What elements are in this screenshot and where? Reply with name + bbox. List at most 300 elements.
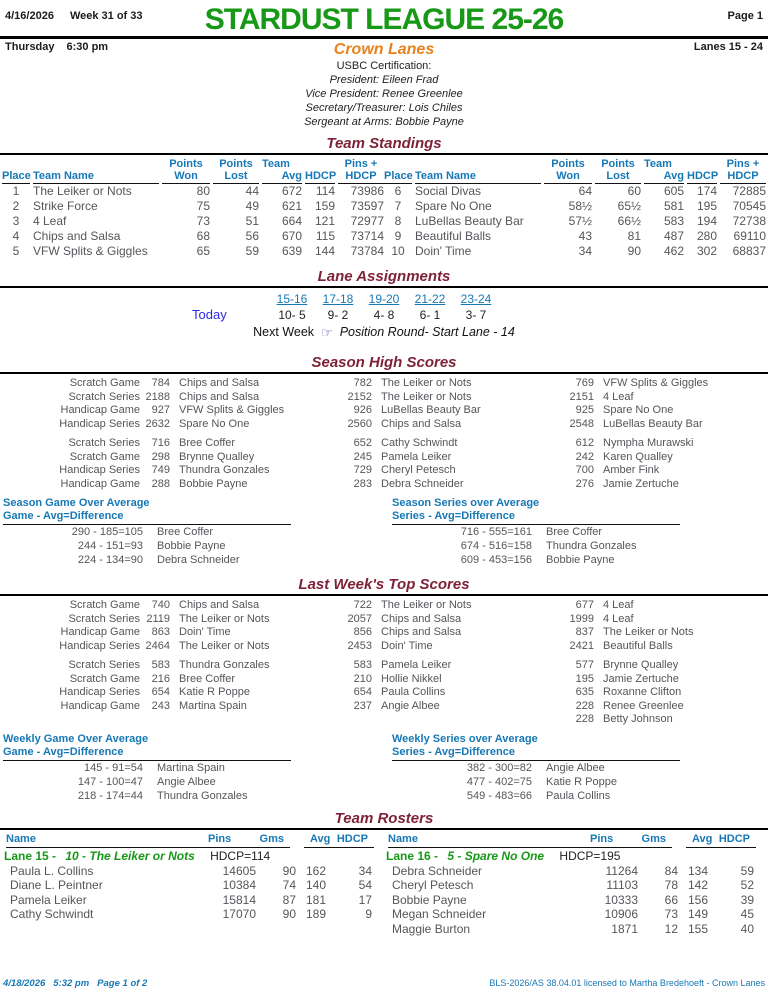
score-row — [0, 464, 768, 478]
lane-pair-link-23-24[interactable]: 23-24 — [460, 292, 492, 306]
col-hdcp: HDCP — [305, 170, 337, 182]
name-cell: Jamie Zertuche — [603, 672, 679, 685]
name-cell: Renee Greenlee — [603, 699, 684, 712]
player-hdcp: 9 — [365, 907, 372, 921]
calc-cell: 382 - 300=82 — [466, 761, 532, 774]
section-title-team-standings: Team Standings — [0, 136, 768, 155]
player-name: Pamela Leiker — [10, 892, 87, 907]
score-cell: 210 — [353, 672, 372, 685]
header-top-row — [0, 0, 768, 35]
section-title-team-rosters: Team Rosters — [0, 811, 768, 830]
pins-hdcp-cell: 72977 — [350, 214, 384, 228]
roster-header-row — [2, 833, 384, 848]
name-cell: Thundra Gonzales — [179, 464, 270, 476]
player-avg: 134 — [687, 863, 708, 878]
hdcp-cell: 121 — [314, 214, 335, 228]
category-label: Scratch Series — [68, 437, 140, 449]
score-cell: 237 — [353, 699, 372, 712]
pins-hdcp-cell: 73986 — [350, 184, 384, 198]
player-hdcp: 40 — [740, 921, 754, 936]
place-cell: 6 — [394, 184, 402, 198]
col-points-lost: Points Lost — [595, 158, 641, 184]
player-avg: 155 — [687, 921, 708, 936]
name-cell: Brynne Qualley — [603, 659, 679, 671]
team-hdcp: HDCP=195 — [559, 848, 621, 863]
name-cell: Thundra Gonzales — [157, 789, 248, 802]
category-label: Handicap Series — [59, 686, 140, 698]
over-average-row — [392, 525, 680, 539]
team-name-cell: Chips and Salsa — [33, 229, 121, 243]
header-date-week — [5, 5, 180, 22]
last-week-team-scores — [0, 599, 768, 727]
name-cell: The Leiker or Nots — [603, 626, 694, 638]
score-cell: 2188 — [145, 390, 170, 403]
roster-left — [2, 833, 384, 937]
place-cell: 7 — [394, 199, 402, 213]
team-name-cell: Beautiful Balls — [415, 229, 492, 243]
team-avg-cell: 664 — [281, 214, 302, 228]
category-label: Scratch Game — [69, 672, 140, 685]
block-subtitle: Series - Avg=Difference — [392, 510, 680, 525]
hdcp-cell: 280 — [696, 229, 717, 243]
block-subtitle: Game - Avg=Difference — [3, 746, 291, 761]
header-sub-row — [0, 39, 768, 58]
score-row — [0, 377, 768, 391]
roster-team-line — [384, 848, 766, 864]
score-row — [0, 700, 768, 714]
col-avg-hdcp: Avg HDCP — [686, 833, 756, 848]
name-cell: 4 Leaf — [603, 390, 634, 403]
name-cell: The Leiker or Nots — [381, 599, 472, 611]
points-lost-cell: 90 — [627, 244, 641, 258]
place-cell: 3 — [12, 214, 20, 228]
player-name: Maggie Burton — [392, 921, 471, 936]
lane-pair-link-15-16[interactable]: 15-16 — [276, 292, 308, 306]
name-cell: Nympha Murawski — [603, 437, 694, 449]
points-won-cell: 80 — [196, 184, 210, 198]
team-name-cell: Social Divas — [415, 184, 482, 198]
score-cell: 837 — [575, 626, 594, 638]
player-hdcp: 52 — [740, 878, 754, 892]
points-won-cell: 75 — [196, 199, 210, 213]
team-name-cell: The Leiker or Nots — [33, 184, 132, 198]
name-cell: Bree Coffer — [157, 526, 214, 538]
name-cell: Thundra Gonzales — [179, 659, 270, 671]
points-won-cell: 34 — [578, 244, 592, 258]
block-title: Weekly Game Over Average — [3, 732, 149, 745]
name-cell: The Leiker or Nots — [179, 639, 270, 652]
over-average-row — [3, 553, 291, 567]
score-row — [0, 659, 768, 673]
usbc-certification-label: USBC Certification: — [336, 60, 432, 72]
points-lost-cell: 66½ — [617, 214, 641, 228]
score-cell: 283 — [353, 477, 372, 490]
player-pins: 1871 — [611, 921, 638, 936]
lanes-range: Lanes 15 - 24 — [693, 41, 763, 53]
score-cell: 1999 — [569, 612, 594, 625]
pins-hdcp-cell: 70545 — [732, 199, 766, 213]
player-hdcp: 17 — [358, 892, 372, 907]
officer-vice-president: Vice President: Renee Greenlee — [305, 88, 463, 100]
name-cell: Cheryl Petesch — [381, 464, 456, 476]
team-name-cell: 4 Leaf — [33, 214, 67, 228]
points-lost-cell: 81 — [627, 229, 641, 243]
player-row — [2, 893, 384, 908]
section-title-lane-assignments: Lane Assignments — [0, 269, 768, 288]
name-cell: Bree Coffer — [179, 437, 236, 449]
score-cell: 722 — [353, 599, 372, 611]
score-cell: 2560 — [347, 417, 372, 430]
score-cell — [320, 713, 372, 727]
score-row — [0, 599, 768, 613]
pins-hdcp-cell: 68837 — [732, 244, 766, 258]
team-seed-name: 5 - Spare No One — [447, 848, 545, 863]
category-label: Handicap Game — [60, 626, 140, 638]
standings-right-table — [384, 158, 766, 259]
player-name: Cathy Schwindt — [10, 907, 94, 921]
place-cell: 4 — [12, 229, 20, 243]
name-cell: Bree Coffer — [546, 526, 603, 538]
name-cell — [372, 713, 532, 727]
name-cell: Martina Spain — [157, 761, 225, 774]
page-number: Page 1 — [727, 10, 763, 22]
score-cell: 782 — [353, 377, 372, 389]
points-lost-cell: 51 — [245, 214, 259, 228]
matchup-cell: 6- 1 — [419, 308, 441, 322]
score-row — [0, 437, 768, 451]
place-cell: 1 — [12, 184, 20, 198]
name-cell: Amber Fink — [603, 464, 660, 476]
score-cell: 2464 — [145, 639, 170, 652]
season-over-average-blocks — [0, 497, 768, 567]
name-cell: Bobbie Payne — [546, 554, 615, 566]
lane-pair-link-19-20[interactable]: 19-20 — [368, 292, 400, 306]
season-series-over-average — [392, 497, 680, 567]
score-cell: 863 — [151, 626, 170, 638]
points-lost-cell: 59 — [245, 244, 259, 258]
certification-block — [0, 59, 768, 129]
name-cell: Katie R Poppe — [546, 775, 617, 788]
standings-header-row — [384, 158, 766, 184]
calc-cell: 716 - 555=161 — [460, 526, 532, 538]
name-cell: Chips and Salsa — [381, 417, 462, 430]
team-seed-name: 10 - The Leiker or Nots — [65, 848, 195, 863]
page-footer — [0, 978, 768, 989]
over-average-row — [392, 775, 680, 789]
section-title-season-high-scores: Season High Scores — [0, 355, 768, 374]
player-pins: 17070 — [222, 907, 256, 921]
calc-cell: 549 - 483=66 — [466, 789, 532, 802]
footer-page-count: Page 1 of 2 — [97, 978, 148, 989]
category-label: Handicap Game — [60, 477, 140, 490]
print-time: 5:32 pm — [53, 978, 90, 989]
team-avg-cell: 672 — [281, 184, 302, 198]
team-name-cell: VFW Splits & Giggles — [33, 244, 148, 258]
col-points-won: Points Won — [544, 158, 592, 184]
lane-number: Lane 16 - — [386, 848, 439, 863]
col-avg-hdcp: Avg HDCP — [304, 833, 374, 848]
name-cell: Spare No One — [179, 417, 250, 430]
player-row — [384, 893, 766, 908]
hdcp-cell: 195 — [696, 199, 717, 213]
section-title-last-week-top-scores: Last Week's Top Scores — [0, 577, 768, 596]
score-cell: 577 — [575, 659, 594, 671]
over-average-row — [3, 525, 291, 539]
today-label: Today — [192, 307, 227, 322]
col-pins-hdcp: Pins + HDCP — [338, 158, 384, 184]
name-cell: Spare No One — [603, 404, 674, 416]
player-row — [2, 878, 384, 893]
category-label: Handicap Series — [59, 417, 140, 430]
score-row — [0, 451, 768, 465]
col-name: Name — [388, 833, 584, 848]
name-cell: Thundra Gonzales — [546, 540, 637, 552]
lane-pair-link-21-22[interactable]: 21-22 — [414, 292, 446, 306]
score-cell: 729 — [353, 464, 372, 476]
name-cell: Brynne Qualley — [179, 450, 255, 463]
points-won-cell: 57½ — [568, 214, 592, 228]
place-cell: 8 — [394, 214, 402, 228]
name-cell: Chips and Salsa — [179, 390, 260, 403]
name-cell: Bobbie Payne — [157, 540, 226, 552]
category-label: Scratch Series — [68, 612, 140, 625]
score-row — [0, 640, 768, 654]
season-high-team-scores — [0, 377, 768, 491]
matchup-cell: 9- 2 — [327, 308, 349, 322]
lane-pair-link-17-18[interactable]: 17-18 — [322, 292, 354, 306]
points-won-cell: 68 — [196, 229, 210, 243]
matchup-cell: 10- 5 — [278, 308, 306, 322]
calc-cell: 609 - 453=156 — [460, 554, 532, 566]
points-lost-cell: 44 — [245, 184, 259, 198]
name-cell: Chips and Salsa — [381, 626, 462, 638]
lane-assignments-block — [0, 291, 768, 341]
category-label: Scratch Game — [69, 599, 140, 611]
score-cell: 245 — [353, 450, 372, 463]
player-hdcp: 34 — [358, 863, 372, 878]
col-team-avg: Team Avg — [262, 158, 302, 182]
weekly-game-over-average — [3, 733, 291, 803]
player-name: Diane L. Peintner — [10, 878, 103, 892]
officer-secretary-treasurer: Secretary/Treasurer: Lois Chiles — [305, 102, 463, 114]
team-name-cell: Spare No One — [415, 199, 492, 213]
footer-print-info — [3, 978, 147, 989]
col-hdcp: HDCP — [687, 170, 719, 182]
col-pins-gms: Pins Gms — [584, 833, 672, 848]
next-week-note: Position Round- Start Lane - 14 — [339, 325, 515, 339]
score-row — [0, 404, 768, 418]
player-name: Bobbie Payne — [392, 892, 467, 907]
category-label — [0, 713, 140, 727]
week-counter: Week 31 of 33 — [69, 10, 143, 22]
place-cell: 9 — [394, 229, 402, 243]
over-average-row — [392, 539, 680, 553]
name-cell: Roxanne Clifton — [603, 686, 682, 698]
officer-president: President: Eileen Frad — [329, 74, 439, 86]
over-average-row — [3, 775, 291, 789]
col-points-lost: Points Lost — [213, 158, 259, 184]
score-cell: 2632 — [145, 417, 170, 430]
points-won-cell: 43 — [578, 229, 592, 243]
place-cell: 5 — [12, 244, 20, 258]
col-pins-gms: Pins Gms — [202, 833, 290, 848]
score-cell: 195 — [575, 672, 594, 685]
weekly-over-average-blocks — [0, 733, 768, 803]
player-gms: 66 — [664, 892, 678, 907]
score-cell: 654 — [151, 686, 170, 698]
roster-header-row — [384, 833, 766, 848]
col-team-avg: Team Avg — [644, 158, 684, 182]
player-row — [384, 907, 766, 922]
calc-cell: 290 - 185=105 — [71, 526, 143, 538]
player-hdcp: 39 — [740, 892, 754, 907]
pointing-hand-icon: ☞ — [321, 325, 333, 340]
score-row — [0, 418, 768, 432]
player-gms: 84 — [664, 863, 678, 878]
over-average-row — [392, 789, 680, 803]
next-week-label: Next Week — [253, 325, 315, 339]
points-won-cell: 58½ — [568, 199, 592, 213]
block-subtitle: Game - Avg=Difference — [3, 510, 291, 525]
hdcp-cell: 174 — [696, 184, 717, 198]
place-cell: 10 — [391, 244, 405, 258]
name-cell — [170, 713, 320, 727]
name-cell: Doin' Time — [381, 639, 433, 652]
player-row — [384, 864, 766, 879]
player-avg: 189 — [305, 907, 326, 921]
calc-cell: 244 - 151=93 — [77, 540, 143, 552]
team-avg-cell: 581 — [663, 199, 684, 213]
score-cell: 2548 — [569, 417, 594, 430]
score-cell: 925 — [575, 404, 594, 416]
score-cell: 216 — [151, 672, 170, 685]
today-matchups-row — [0, 307, 768, 323]
points-won-cell: 73 — [196, 214, 210, 228]
player-avg: 162 — [305, 863, 326, 878]
name-cell: Katie R Poppe — [179, 686, 250, 698]
roster-team-line — [2, 848, 384, 864]
officer-sergeant-at-arms: Sergeant at Arms: Bobbie Payne — [304, 116, 464, 128]
score-row — [0, 613, 768, 627]
points-won-cell: 64 — [578, 184, 592, 198]
name-cell: Debra Schneider — [381, 477, 464, 490]
category-label: Handicap Game — [60, 699, 140, 712]
block-subtitle: Series - Avg=Difference — [392, 746, 680, 761]
score-cell: 242 — [575, 450, 594, 463]
name-cell: VFW Splits & Giggles — [603, 377, 709, 389]
player-pins: 10384 — [222, 878, 256, 892]
name-cell: Angie Albee — [157, 775, 216, 788]
over-average-row — [392, 761, 680, 775]
hdcp-cell: 114 — [315, 184, 335, 198]
name-cell: LuBellas Beauty Bar — [603, 417, 703, 430]
score-cell: 228 — [575, 699, 594, 712]
score-cell: 228 — [575, 713, 594, 725]
league-day-time — [5, 41, 180, 58]
over-average-row — [3, 539, 291, 553]
name-cell: The Leiker or Nots — [381, 390, 472, 403]
score-cell: 298 — [151, 450, 170, 463]
score-row — [0, 673, 768, 687]
player-pins: 11103 — [606, 878, 638, 892]
sheet-date: 4/16/2026 — [5, 10, 54, 22]
col-points-won: Points Won — [162, 158, 210, 184]
name-cell: Cathy Schwindt — [381, 437, 458, 449]
standings-row — [384, 244, 766, 259]
player-hdcp: 45 — [740, 907, 754, 921]
name-cell: LuBellas Beauty Bar — [381, 404, 481, 416]
player-avg: 149 — [687, 907, 708, 921]
points-lost-cell: 65½ — [617, 199, 641, 213]
player-avg: 140 — [305, 878, 326, 892]
name-cell: Angie Albee — [546, 761, 605, 774]
standings-row — [384, 199, 766, 214]
standings-row — [384, 214, 766, 229]
pins-hdcp-cell: 73784 — [350, 244, 384, 258]
matchup-cell: 3- 7 — [465, 308, 487, 322]
score-cell: 276 — [575, 477, 594, 490]
name-cell: Beautiful Balls — [603, 639, 673, 652]
calc-cell: 145 - 91=54 — [83, 761, 143, 774]
over-average-row — [392, 553, 680, 567]
team-avg-cell: 605 — [663, 184, 684, 198]
score-cell: 583 — [151, 659, 170, 671]
score-cell: 243 — [151, 699, 170, 712]
score-cell: 583 — [353, 659, 372, 671]
team-hdcp: HDCP=114 — [210, 848, 271, 863]
block-title: Season Game Over Average — [3, 497, 150, 509]
league-day: Thursday — [5, 41, 55, 53]
over-average-row — [3, 789, 291, 803]
team-avg-cell: 639 — [281, 244, 302, 258]
bowling-center-name: Crown Lanes — [333, 41, 435, 58]
standings-tables — [0, 155, 768, 259]
block-title: Weekly Series over Average — [392, 732, 538, 745]
score-cell: 2453 — [347, 639, 372, 652]
score-row — [0, 478, 768, 492]
score-cell: 288 — [151, 477, 170, 490]
name-cell: Angie Albee — [381, 699, 440, 712]
player-gms: 78 — [664, 878, 678, 892]
player-name: Megan Schneider — [392, 907, 487, 921]
score-cell: 856 — [353, 626, 372, 638]
hdcp-cell: 144 — [314, 244, 335, 258]
standings-left-table — [2, 158, 384, 259]
name-cell: Hollie Nikkel — [381, 672, 442, 685]
name-cell: Martina Spain — [179, 699, 247, 712]
standings-header-row — [2, 158, 384, 184]
lane-pair-labels — [0, 291, 768, 307]
player-pins: 10333 — [604, 892, 638, 907]
points-lost-cell: 49 — [245, 199, 259, 213]
name-cell: Doin' Time — [179, 626, 231, 638]
score-cell: 2151 — [569, 390, 594, 403]
calc-cell: 477 - 402=75 — [466, 775, 532, 788]
player-hdcp: 59 — [740, 863, 754, 878]
league-time: 6:30 pm — [66, 41, 109, 53]
col-place: Place — [2, 170, 31, 182]
calc-cell: 147 - 100=47 — [77, 775, 143, 788]
score-cell: 749 — [151, 464, 170, 476]
player-row — [384, 922, 766, 937]
category-label: Handicap Game — [60, 404, 140, 416]
score-row — [0, 686, 768, 700]
player-avg: 156 — [687, 892, 708, 907]
name-cell: Paula Collins — [546, 789, 611, 802]
player-avg: 181 — [305, 892, 326, 907]
block-title: Season Series over Average — [392, 497, 540, 509]
hdcp-cell: 115 — [315, 229, 335, 243]
